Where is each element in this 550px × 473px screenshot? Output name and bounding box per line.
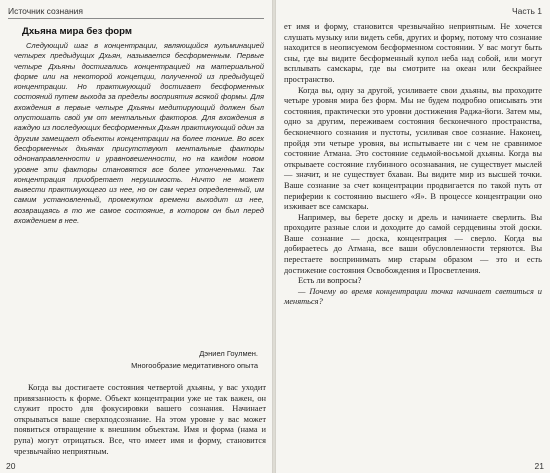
body-text <box>284 22 542 308</box>
section-title: Дхьяна мира без форм <box>22 26 132 37</box>
paragraph: Например, вы берете доску и дрель и начинаете сверлить. Вы проходите разные слои и доходите до самой сердцевины этой доски. Ваше сознание — доска, концентрация — сверло. Когда вы добираетесь до Атмана, все ваши обусловленности теряются. Вы перестаете воспринимать мир старым образом — это и есть достижение состояния Освобождения и Просветления. <box>284 212 542 275</box>
question-text: — Почему во время концентрации точка начинает светиться и меняться? <box>284 286 542 307</box>
page-number: 20 <box>6 461 16 471</box>
left-page <box>0 0 272 473</box>
running-head: Источник сознания <box>8 4 264 19</box>
paragraph: Когда вы достигаете состояния четвертой дхьяны, у вас уходит привязанность к форме. Объект концентрации уже не так важен, он служит просто для фокусировки вашего сознания. Начинает открываться ваше сверхподсознание. На этом уровне у вас может появиться отвращение к внешним объектам. Имя и форма (нама и рупа) могут отрицаться. Все, что имеет имя и форму, становится чрезвычайно неприятным. <box>14 383 266 456</box>
running-head: Часть 1 <box>511 6 542 16</box>
epigraph-quote <box>14 41 264 226</box>
quote-source: Многообразие медитативного опыта <box>131 361 258 370</box>
paragraph: ет имя и форму, становится чрезвычайно неприятным. Не хочется слушать музыку или видеть себя, других и форму, потому что сознание находится в неописуемом бесформенном состоянии. У вас могут быть сны, где вы видите бесформенный купол неба над собой, или могут всплывать самскары, где вы смотрите на океан или бескрайнее пространство. <box>284 22 542 84</box>
paragraph: Когда вы, одну за другой, усиливаете свои дхьяны, вы проходите четыре уровня мира без форм. Мы не будем подробно описывать эти состояния, практически это уровни достижения Раджа-йоги. Затем мы, одно за другим, переживаем состояния бесконечного пространства, бесконечного сознания и пустоты, усиливая свое сознание. Наконец, пройдя эти четыре уровня, вы испытываете ни с чем не сравнимое состояние Атмана. Это состояние седьмой-восьмой дхьяны. Когда вы открываете состояние глубинного осознавания, не существует мыслей — значит, и не существует бхаван. Вы видите мир из высшей точки. Ваше сознание за счет концентрации продвигается по такой путь от периферии к состоянию высшего «Я». В процессе концентрации оно изживает все самскары. <box>284 85 542 212</box>
quote-text: Следующий шаг в концентрации, являющийся кульминацией четырех предыдущих Дхьян, называется бесформенным. Первые четыре Дхьяны достигались концентрацией на материальной форме или на некоторой концепции, полученной из предыдущей концентрации. Но практикующий достигает бесформенных состояний путем выхода за пределы восприятия всякой формы. Для вхождения в первые четыре Дхьяны медитирующий должен был опустошать свой ум от ментальных факторов. Для вхождения в каждую из последующих бесформенных Дхьян практикующий один за другим замещает объекты концентрации на более тонкие. Во всех бесформенных дхьянах присутствуют ментальные факторы однонаправленности и уравновешенности, но на каждом новом уровне эти факторы становятся все более утонченными. Так концентрация приобретает нерушимость. Ничто не может вывести практикующего из нее, но он сам через определенный, им самим установленный, промежуток времени выходит из нее, возвращаясь в то же самое состояние, в котором он был перед вхождением в нее. <box>14 41 264 226</box>
right-page <box>276 0 550 473</box>
page-number: 21 <box>534 461 544 471</box>
body-text <box>14 383 266 457</box>
quote-author: Дэниел Гоулмен. <box>199 349 258 358</box>
question-label: Есть ли вопросы? <box>298 276 362 286</box>
